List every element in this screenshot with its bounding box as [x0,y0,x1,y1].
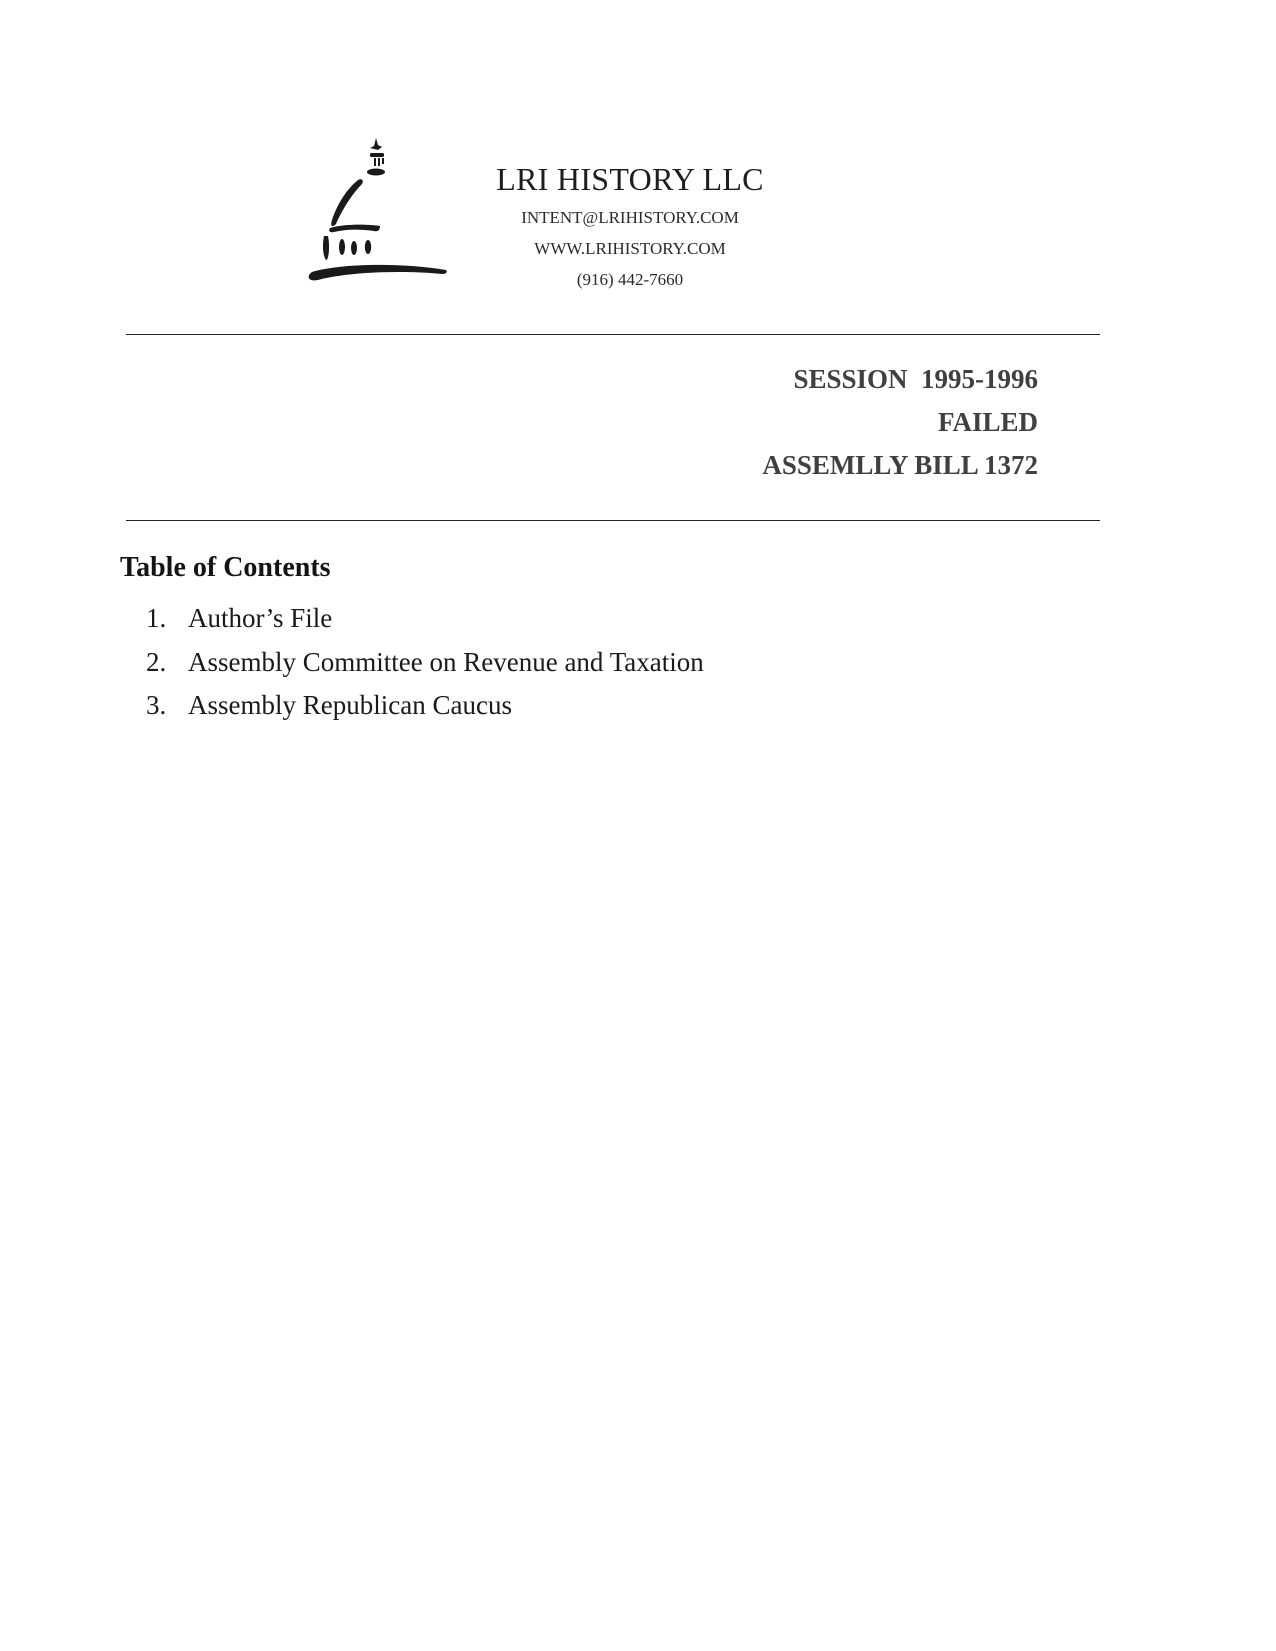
company-phone: (916) 442-7660 [576,270,684,289]
company-header [420,160,840,295]
toc-item-number: 3. [146,690,167,720]
toc-list [146,597,704,728]
toc-item [146,597,704,641]
company-name: LRI HISTORY LLC [496,161,764,197]
company-email: INTENT@LRIHISTORY.COM [521,208,739,227]
toc-item-label: Assembly Committee on Revenue and Taxation [188,646,704,677]
company-website: WWW.LRIHISTORY.COM [534,239,726,258]
toc-item-label: Author’s File [188,603,333,633]
top-divider [126,334,1100,335]
bill-status: FAILED [937,407,1038,437]
toc-item [146,684,704,728]
toc-item-number: 1. [146,603,167,633]
toc-item-number: 2. [146,646,167,677]
toc-item [146,641,704,685]
toc-item-label: Assembly Republican Caucus [188,690,512,720]
bottom-divider [126,520,1100,521]
toc-title: Table of Contents [120,552,331,583]
session-label: SESSION 1995-1996 [793,364,1038,394]
bill-number: ASSEMLLY BILL 1372 [762,450,1038,480]
bill-info [762,358,1038,487]
